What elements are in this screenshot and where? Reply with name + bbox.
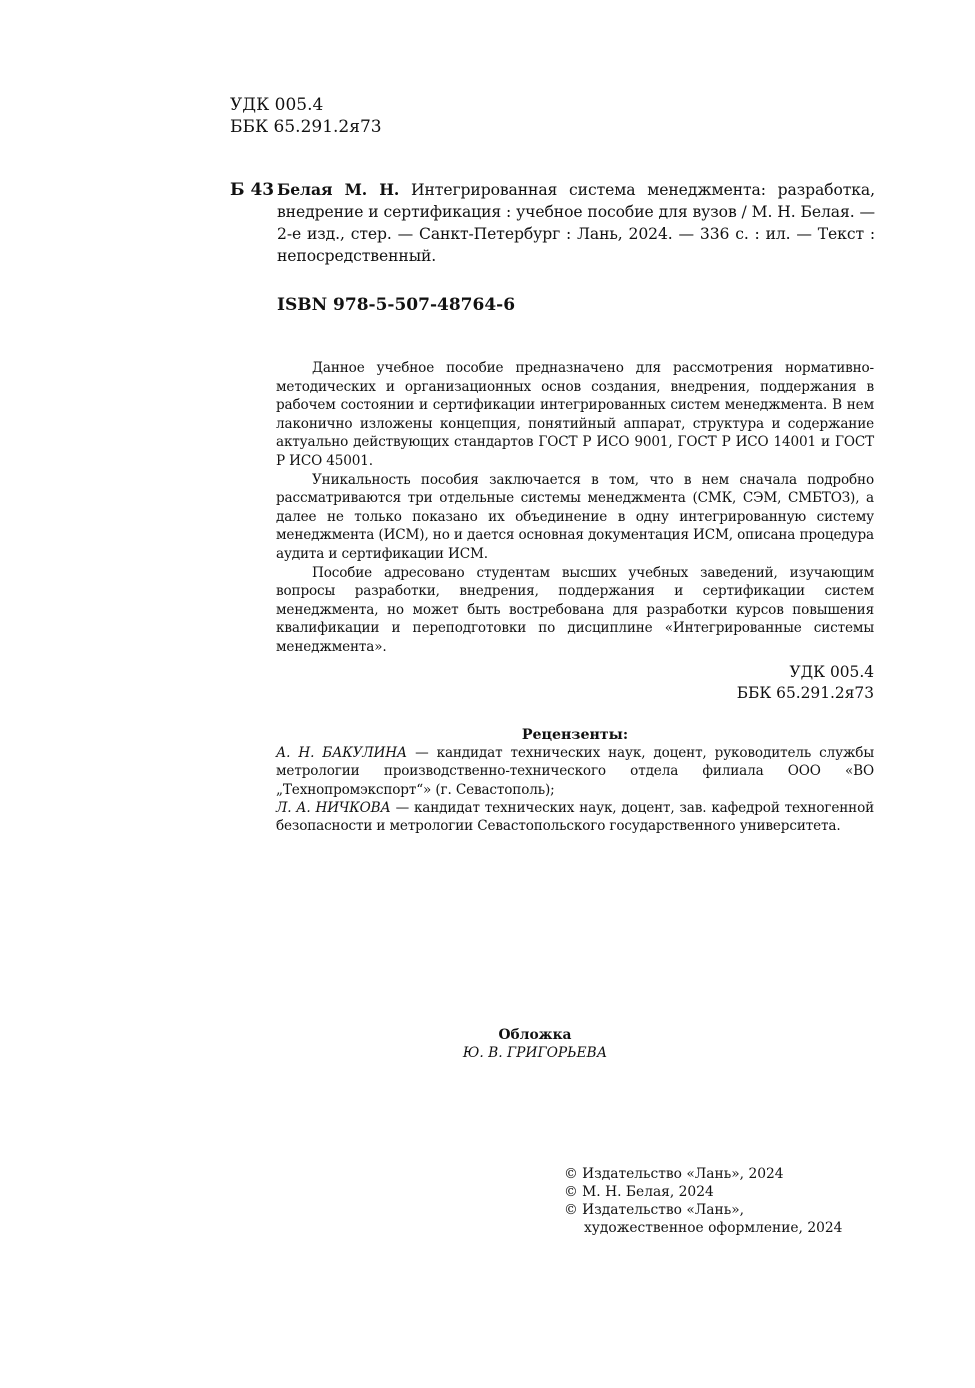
abstract-paragraph: Уникальность пособия заключается в том, что в нем сначала подробно рассматриваются три отдельные системы менеджмента (СМК, СЭМ, СМБТОЗ), а далее не только показано их объединение в одну интегрированную систему менеджмента (ИСМ), но и дается основная документация ИСМ, описана процедура аудита и сертификации ИСМ. (276, 471, 874, 562)
classification-block (230, 94, 382, 138)
udk-code-repeat: УДК 005.4 (789, 663, 874, 681)
reviewer-credentials: — кандидат технических наук, доцент, зав. кафедрой техногенной безопасности и метрологии Севастопольского государственного университета. (276, 799, 875, 835)
entry-author: Белая М. Н. (277, 180, 400, 199)
reviewer-entry (276, 799, 874, 835)
reviewer-credentials: — кандидат технических наук, доцент, руководитель службы метрологии производственно-технического отдела филиала ООО «ВО „Технопромэкспорт“» (г. Севастополь); (276, 745, 875, 798)
copyright-line: художественное оформление, 2024 (584, 1220, 843, 1236)
cover-designer: Ю. В. ГРИГОРЬЕВА (462, 1045, 608, 1061)
copyright-line: © Издательство «Лань», (564, 1202, 745, 1218)
bibliographic-description (277, 179, 875, 267)
reviewer-name: Л. А. НИЧКОВА (276, 799, 391, 816)
abstract-paragraph: Данное учебное пособие предназначено для рассмотрения нормативно-методических и организационных основ создания, внедрения, поддержания в рабочем состоянии и сертификации интегрированных систем менеджмента. В нем лаконично изложены концепция, понятийный аппарат, структура и содержание актуально действующих стандартов ГОСТ Р ИСО 9001, ГОСТ Р ИСО 14001 и ГОСТ Р ИСО 45001. (276, 360, 874, 469)
reviewers-title: Рецензенты: (521, 727, 629, 743)
udk-code: УДК 005.4 (230, 95, 324, 115)
copyright-line: © М. Н. Белая, 2024 (564, 1184, 714, 1200)
catalog-entry (230, 179, 875, 267)
copyright-block (564, 1165, 842, 1237)
cover-credit (276, 1026, 794, 1062)
abstract (276, 359, 874, 657)
cover-title: Обложка (498, 1027, 572, 1043)
isbn: ISBN 978-5-507-48764-6 (277, 295, 516, 315)
bbk-code-repeat: ББК 65.291.2я73 (736, 684, 874, 702)
entry-description: Интегрированная система менеджмента: разработка, внедрение и сертификация : учебное пособие для вузов / М. Н. Белая. — 2-е изд., стер. — Санкт-Петербург : Лань, 2024. — 336 с. : ил. — Текст : непосредственный. (277, 181, 875, 265)
bbk-code: ББК 65.291.2я73 (230, 117, 382, 137)
abstract-paragraph: Пособие адресовано студентам высших учебных заведений, изучающим вопросы разработки, внедрения, поддержания и сертификации систем менеджмента, но может быть востребована для разработки курсов повышения квалификации и переподготовки по дисциплине «Интегрированные системы менеджмента». (276, 564, 874, 655)
reviewers-block (276, 726, 874, 835)
classification-block-repeat (600, 662, 874, 704)
reviewer-name: А. Н. БАКУЛИНА (276, 745, 408, 762)
copyright-line: © Издательство «Лань», 2024 (564, 1166, 784, 1182)
author-mark: Б 43 (230, 180, 275, 200)
reviewer-entry (276, 744, 874, 799)
